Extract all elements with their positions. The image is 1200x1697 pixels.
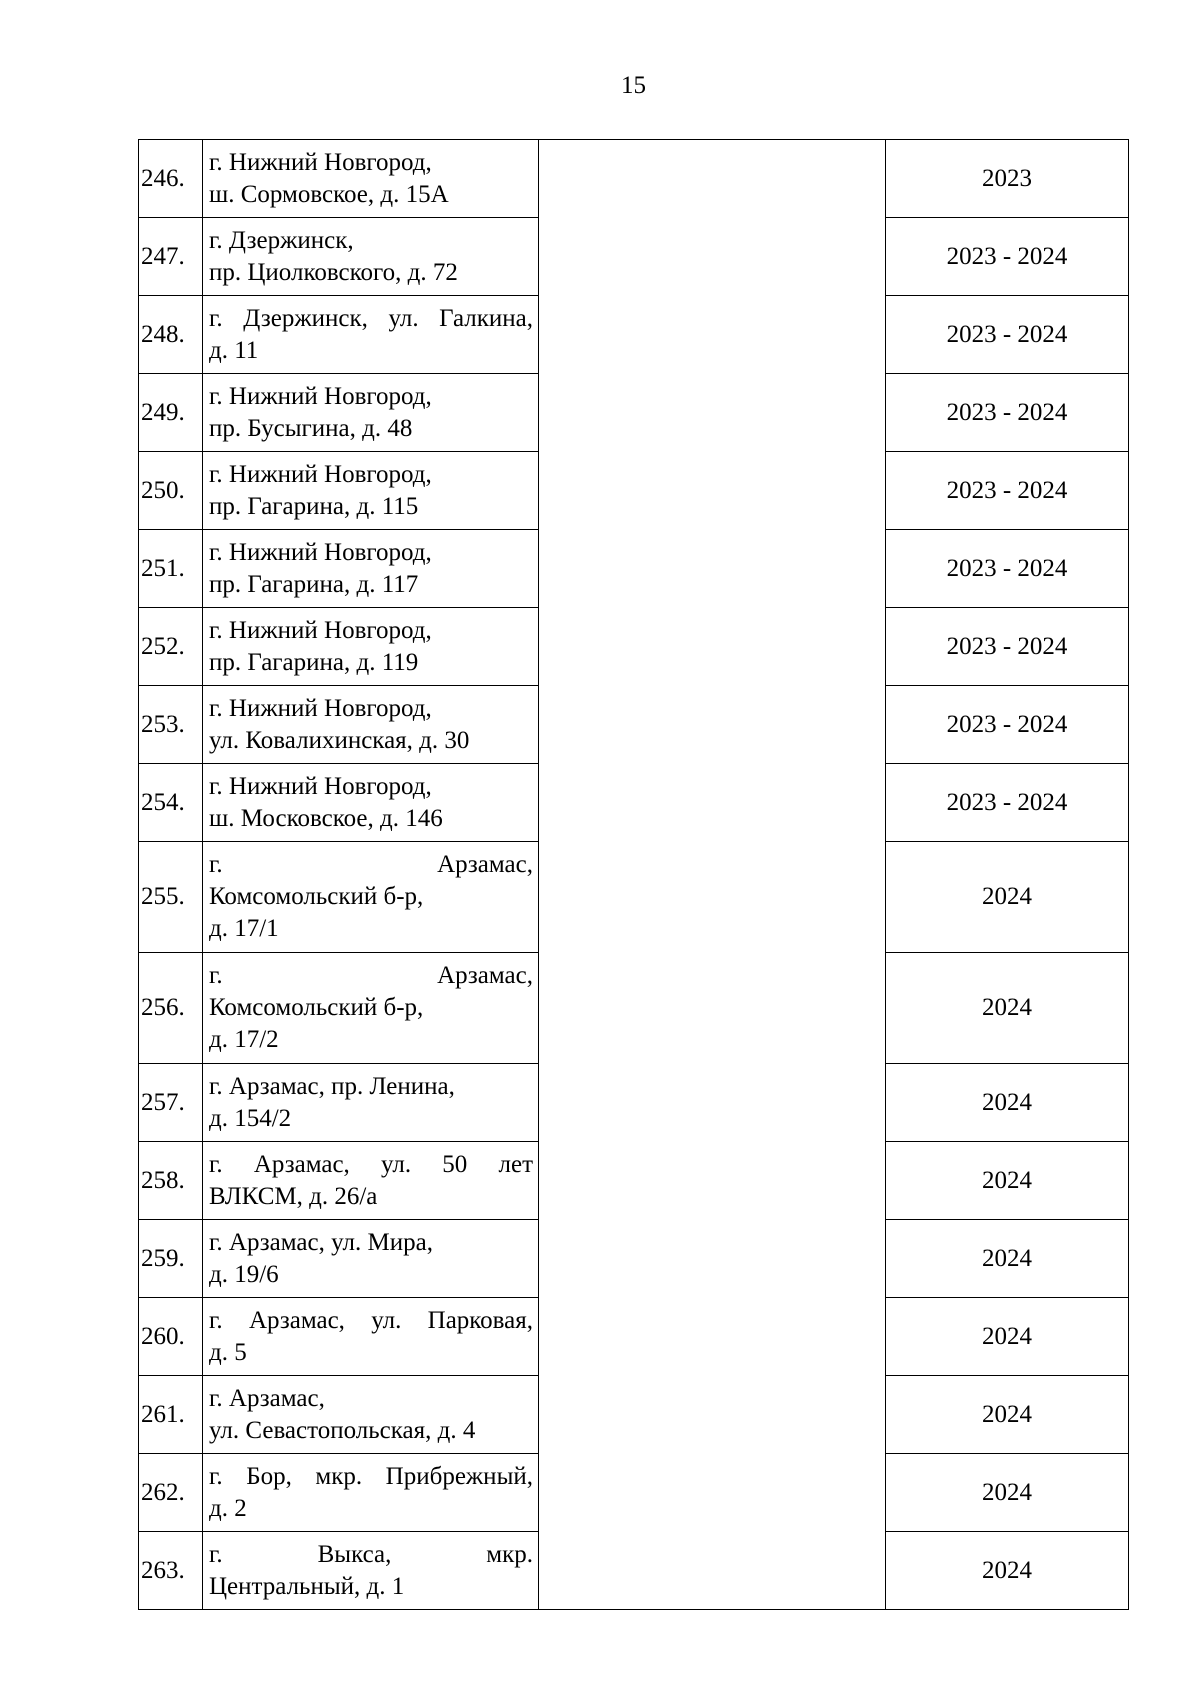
year-cell: 2023 - 2024 — [886, 686, 1129, 764]
year-cell: 2024 — [886, 1064, 1129, 1142]
address-cell — [203, 764, 539, 842]
address-cell — [203, 140, 539, 218]
address-line: г. Нижний Новгород, — [209, 460, 432, 488]
object-schedule-table — [138, 139, 1129, 1610]
year-cell: 2024 — [886, 1532, 1129, 1610]
row-number: 262. — [139, 1454, 203, 1532]
address-line: г. Нижний Новгород, — [209, 382, 432, 410]
year-cell: 2023 - 2024 — [886, 764, 1129, 842]
row-number: 254. — [139, 764, 203, 842]
year-cell: 2023 — [886, 140, 1129, 218]
row-number: 253. — [139, 686, 203, 764]
address-line: г. Арзамас, ул. Парковая, — [209, 1306, 533, 1334]
address-line: пр. Гагарина, д. 115 — [209, 492, 419, 520]
address-cell — [203, 374, 539, 452]
row-number: 250. — [139, 452, 203, 530]
row-number: 246. — [139, 140, 203, 218]
year-cell: 2023 - 2024 — [886, 218, 1129, 296]
address-line: г. Выкса, мкр. — [209, 1540, 533, 1568]
address-line: д. 11 — [209, 336, 259, 364]
row-number: 257. — [139, 1064, 203, 1142]
address-line: ш. Сормовское, д. 15А — [209, 180, 449, 208]
address-line: д. 5 — [209, 1338, 247, 1366]
merged-empty-cell — [539, 140, 886, 1610]
address-cell — [203, 1220, 539, 1298]
year-cell: 2023 - 2024 — [886, 530, 1129, 608]
address-line: г. Нижний Новгород, — [209, 772, 432, 800]
row-number: 251. — [139, 530, 203, 608]
page-number: 15 — [621, 72, 646, 99]
address-line: г. Арзамас, пр. Ленина, — [209, 1072, 455, 1100]
address-cell — [203, 218, 539, 296]
address-line: ш. Московское, д. 146 — [209, 804, 443, 832]
year-cell: 2023 - 2024 — [886, 608, 1129, 686]
address-line: Комсомольский б-р, — [209, 994, 424, 1021]
address-line: ул. Севастопольская, д. 4 — [209, 1416, 476, 1444]
address-cell — [203, 1532, 539, 1610]
address-line: г. Арзамас, — [209, 1384, 325, 1412]
address-line: г. Арзамас, ул. Мира, — [209, 1228, 433, 1256]
year-cell: 2023 - 2024 — [886, 374, 1129, 452]
address-cell — [203, 296, 539, 374]
row-number: 249. — [139, 374, 203, 452]
table-row — [139, 140, 1129, 218]
address-cell — [203, 608, 539, 686]
address-cell — [203, 1298, 539, 1376]
address-line: г. Арзамас, ул. 50 лет — [209, 1150, 533, 1178]
year-cell: 2024 — [886, 1142, 1129, 1220]
address-line: г. Нижний Новгород, — [209, 538, 432, 566]
address-line: г. Арзамас, — [209, 851, 533, 878]
row-number: 247. — [139, 218, 203, 296]
address-line: пр. Циолковского, д. 72 — [209, 258, 458, 286]
year-cell: 2024 — [886, 1376, 1129, 1454]
address-line: г. Нижний Новгород, — [209, 694, 432, 722]
address-line: пр. Гагарина, д. 117 — [209, 570, 419, 598]
address-cell — [203, 1142, 539, 1220]
address-line: г. Арзамас, — [209, 962, 533, 989]
address-cell — [203, 953, 539, 1064]
address-line: д. 17/2 — [209, 1026, 279, 1053]
row-number: 255. — [139, 842, 203, 953]
row-number: 263. — [139, 1532, 203, 1610]
address-line: д. 154/2 — [209, 1104, 292, 1132]
address-line: ул. Ковалихинская, д. 30 — [209, 726, 470, 754]
address-line: Центральный, д. 1 — [209, 1572, 405, 1600]
address-line: г. Нижний Новгород, — [209, 148, 432, 176]
row-number: 252. — [139, 608, 203, 686]
row-number: 260. — [139, 1298, 203, 1376]
address-cell — [203, 452, 539, 530]
address-line: пр. Бусыгина, д. 48 — [209, 414, 413, 442]
address-line: ВЛКСМ, д. 26/а — [209, 1182, 378, 1210]
year-cell: 2023 - 2024 — [886, 452, 1129, 530]
row-number: 258. — [139, 1142, 203, 1220]
address-line: пр. Гагарина, д. 119 — [209, 648, 419, 676]
address-line: г. Дзержинск, ул. Галкина, — [209, 304, 533, 332]
address-cell — [203, 1376, 539, 1454]
address-line: д. 2 — [209, 1494, 247, 1522]
address-line: г. Нижний Новгород, — [209, 616, 432, 644]
address-cell — [203, 686, 539, 764]
address-cell — [203, 1064, 539, 1142]
address-cell — [203, 1454, 539, 1532]
row-number: 248. — [139, 296, 203, 374]
year-cell: 2024 — [886, 953, 1129, 1064]
year-cell: 2024 — [886, 1220, 1129, 1298]
address-cell — [203, 842, 539, 953]
year-cell: 2024 — [886, 842, 1129, 953]
year-cell: 2024 — [886, 1454, 1129, 1532]
address-line: д. 19/6 — [209, 1260, 279, 1288]
address-cell — [203, 530, 539, 608]
address-line: г. Дзержинск, — [209, 226, 354, 254]
year-cell: 2023 - 2024 — [886, 296, 1129, 374]
table-body — [139, 140, 1129, 1610]
row-number: 261. — [139, 1376, 203, 1454]
year-cell: 2024 — [886, 1298, 1129, 1376]
row-number: 256. — [139, 953, 203, 1064]
address-line: Комсомольский б-р, — [209, 883, 424, 910]
address-line: д. 17/1 — [209, 915, 279, 942]
row-number: 259. — [139, 1220, 203, 1298]
address-line: г. Бор, мкр. Прибрежный, — [209, 1462, 533, 1490]
